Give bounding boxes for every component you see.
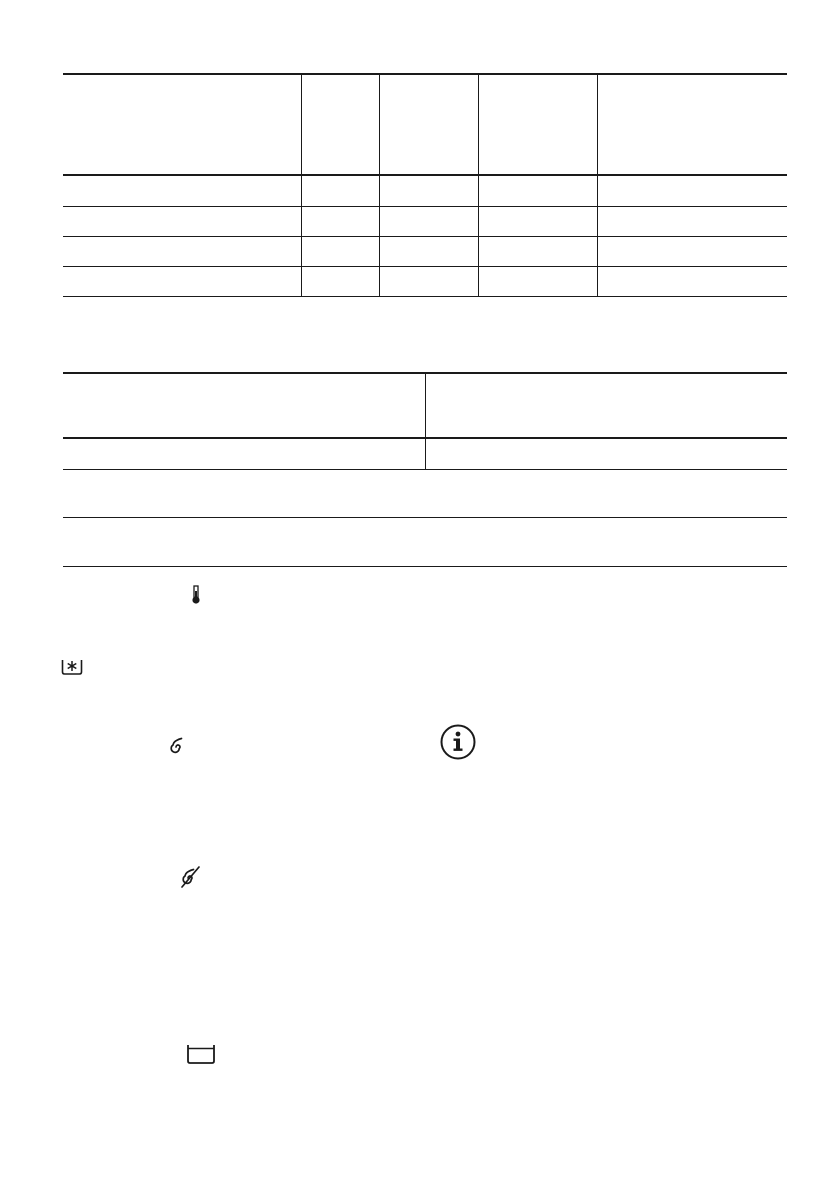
- table-1-row-rule: [63, 236, 787, 237]
- table-2-row-rule: [63, 517, 787, 518]
- table-1-column-rule: [379, 74, 380, 296]
- no-spin-icon: [178, 865, 202, 889]
- info-icon: [440, 724, 476, 760]
- table-1-column-rule: [478, 74, 479, 296]
- table-2-row-rule: [63, 469, 787, 470]
- table-2-bottom-rule: [63, 566, 787, 567]
- table-1-column-rule: [597, 74, 598, 296]
- table-1-header-rule: [63, 174, 787, 176]
- table-1-top-rule: [63, 73, 787, 75]
- table-1-row-rule: [63, 206, 787, 207]
- table-1-bottom-rule: [63, 296, 787, 297]
- table-1-column-rule: [301, 74, 302, 296]
- rinse-hold-icon: [186, 1043, 216, 1065]
- spin-icon: [167, 736, 189, 758]
- thermometer-icon: [190, 585, 202, 605]
- table-2-column-rule: [425, 373, 426, 469]
- anti-crease-icon: [61, 658, 83, 676]
- table-1-row-rule: [63, 266, 787, 267]
